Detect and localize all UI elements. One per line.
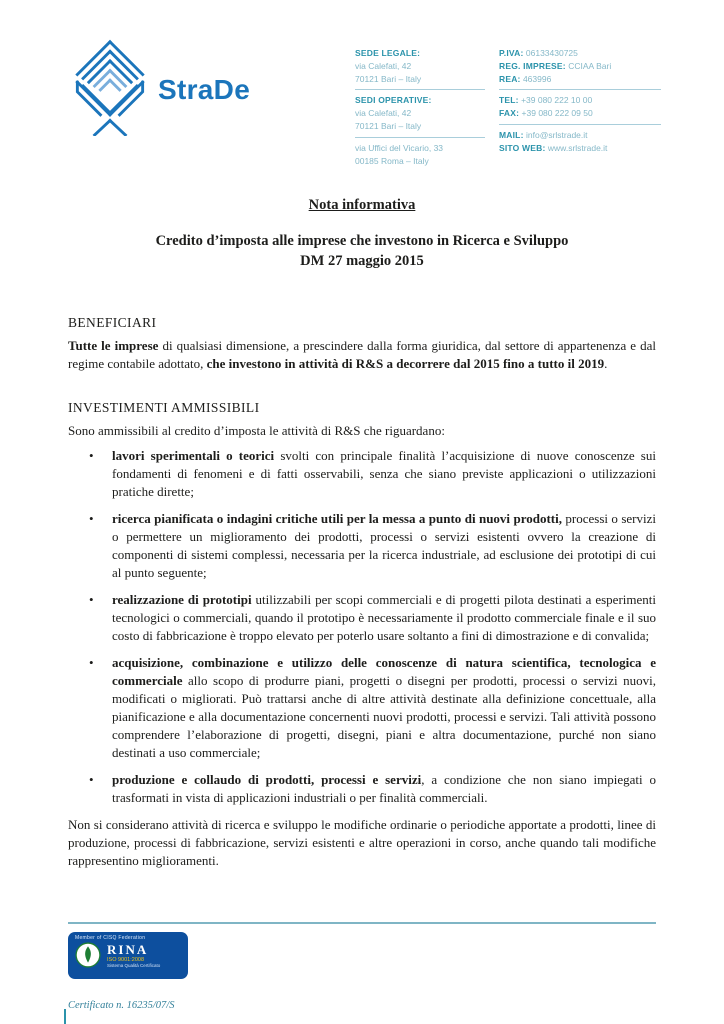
piva-row — [499, 47, 661, 60]
mail-row — [499, 129, 661, 142]
bold-run: realizzazione di prototipi — [112, 592, 252, 607]
reg-imprese-value: CCIAA Bari — [568, 60, 612, 71]
document-body — [68, 314, 656, 870]
fax-row — [499, 107, 661, 120]
bullet-item — [68, 654, 656, 762]
closing-paragraph: Non si considerano attività di ricerca e sviluppo le modifiche ordinarie o periodiche apportate a prodotti, linee di produzione, processi di fabbricazione, servizi esistenti e altre operazioni in corso, anche quando tali modifiche rappresentino miglioramenti. — [68, 817, 656, 868]
subtitle-line1: Credito d’imposta alle imprese che investono in Ricerca e Sviluppo — [155, 233, 569, 249]
investimenti-bullet-list — [68, 447, 656, 807]
rina-name: RINA — [107, 941, 149, 957]
rina-iso-text: ISO 9001:2008 — [107, 956, 145, 963]
page-fold-mark — [64, 1009, 66, 1024]
reg-imprese-label: REG. IMPRESE: — [499, 60, 566, 71]
tel-row — [499, 94, 661, 107]
bold-run: che investono in attività di R&S a decorrere dal 2015 fino a tutto il 2019 — [206, 356, 605, 371]
text-run: . — [604, 356, 608, 371]
sedi-operative-line2: 70121 Bari – Italy — [355, 120, 422, 131]
section-heading-investimenti: INVESTIMENTI AMMISSIBILI — [68, 400, 260, 415]
header-divider — [499, 89, 661, 90]
bold-run: ricerca pianificata o indagini critiche utili per la messa a punto di nuovi prodotti, — [112, 511, 562, 526]
sede-legale-line1: via Calefati, 42 — [355, 60, 412, 71]
header-divider — [499, 124, 661, 125]
bullet-item — [68, 447, 656, 501]
rina-subtitle: Sistema Qualità Certificato — [107, 962, 161, 968]
text-run: svolti con principale finalità l’acquisizione di nuove conoscenze sui fondamenti di fenomeni e di fatti osservabili, senza che siano previste applicazioni o utilizzazioni pratiche dirette; — [112, 448, 656, 499]
tel-value: +39 080 222 10 00 — [521, 95, 593, 106]
bullet-icon: • — [89, 592, 94, 607]
sede-legale-label: SEDE LEGALE: — [355, 48, 421, 58]
sedi-operative-line1: via Calefati, 42 — [355, 108, 412, 119]
header-addresses — [355, 47, 485, 167]
bullet-item — [68, 510, 656, 582]
certificate-number: Certificato n. 16235/07/S — [68, 1000, 175, 1011]
roma-line1: via Uffici del Vicario, 33 — [355, 142, 444, 153]
mail-value: info@srlstrade.it — [525, 129, 588, 140]
header-registry — [499, 47, 661, 155]
bullet-icon: • — [89, 511, 94, 526]
bullet-item — [68, 771, 656, 807]
text-run: processi o servizi o permettere un miglioramento dei prodotti, processi o servizi esistenti ovvero la creazione di componenti di sistemi complessi, necessaria per la ricerca industriale, ad esclusione dei prototipi di cui al punto seguente; — [112, 511, 656, 580]
rina-member-text: Member of CISQ Federation — [75, 935, 146, 941]
reg-imprese-row — [499, 60, 661, 73]
rea-value: 463996 — [522, 73, 552, 84]
text-run: allo scopo di produrre piani, progetti o disegni per prodotti, processi o servizi nuovi, modificati o migliorati. Può trattarsi anche di altre attività destinate alla definizione concettuale, alla pianificazione e alla documentazione concernenti nuovi prodotti, processi e servizi. Tali attività possono comprendere l’elaborazione di progetti, disegni, piani e altra documentazione, purché non siano destinati a uso commerciale; — [112, 673, 656, 760]
mail-label: MAIL: — [499, 129, 524, 140]
bold-run: produzione e collaudo di prodotti, processi e servizi — [112, 772, 422, 787]
text-run: di qualsiasi dimensione, a prescindere dalla forma giuridica, dal settore di appartenenza e dal regime contabile adottato, — [68, 338, 656, 371]
bold-run: Tutte le imprese — [68, 338, 159, 353]
sito-value: www.srlstrade.it — [547, 142, 608, 153]
text-run: , a condizione che non siano impiegati o trasformati in vista di applicazioni industriali o per finalità commerciali. — [112, 772, 656, 805]
piva-value: 06133430725 — [525, 48, 578, 58]
roma-line2: 00185 Roma – Italy — [355, 155, 429, 166]
rina-emblem-icon — [75, 942, 101, 968]
rina-text-block — [107, 943, 160, 968]
bold-run: acquisizione, combinazione e utilizzo delle conoscenze di natura scientifica, tecnologica e commerciale — [112, 655, 656, 688]
strade-logo-icon — [62, 36, 158, 138]
section-heading-beneficiari: BENEFICIARI — [68, 315, 157, 330]
rina-certification-logo — [68, 932, 188, 979]
header-divider — [355, 137, 485, 138]
sedi-operative-label: SEDI OPERATIVE: — [355, 95, 432, 106]
bold-run: lavori sperimentali o teorici — [112, 448, 275, 463]
bullet-icon: • — [89, 772, 94, 787]
fax-value: +39 080 222 09 50 — [521, 108, 593, 119]
bullet-icon: • — [89, 448, 94, 463]
rea-row — [499, 73, 661, 86]
company-wordmark: StraDe — [158, 74, 251, 105]
page-subtitle — [68, 231, 656, 271]
fax-label: FAX: — [499, 108, 520, 119]
rea-label: REA: — [499, 73, 521, 84]
footer-divider — [68, 922, 656, 924]
piva-label: P.IVA: — [499, 48, 524, 58]
subtitle-line2: DM 27 maggio 2015 — [300, 253, 424, 269]
text-run: utilizzabili per scopi commerciali e di progetti pilota destinati a esperimenti tecnologici o commerciali, quando il prototipo è necessariamente il prodotto commerciale finale e il suo costo di fabbricazione è troppo elevato per poterlo usare soltanto a fini di dimostrazione e di convalida; — [112, 592, 656, 643]
sito-label: SITO WEB: — [499, 142, 546, 153]
sede-legale-line2: 70121 Bari – Italy — [355, 73, 422, 84]
bullet-icon: • — [89, 655, 94, 670]
page-title: Nota informativa — [308, 197, 416, 213]
tel-label: TEL: — [499, 95, 519, 106]
header-divider — [355, 89, 485, 90]
investimenti-intro: Sono ammissibili al credito d’imposta le attività di R&S che riguardano: — [68, 423, 445, 438]
sito-row — [499, 142, 661, 155]
beneficiari-paragraph — [68, 337, 656, 373]
bullet-item — [68, 591, 656, 645]
